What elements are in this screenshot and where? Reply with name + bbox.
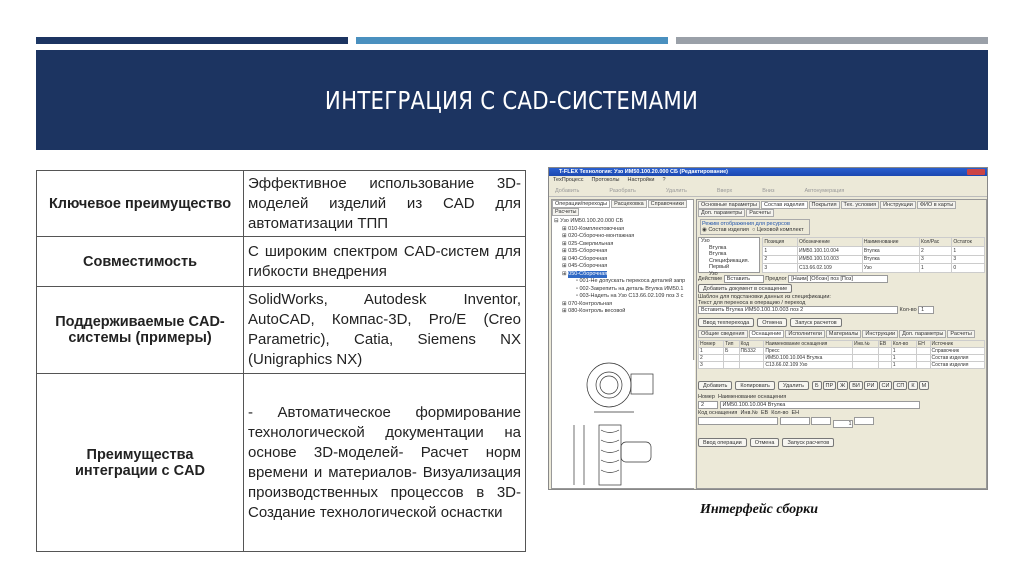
tflex-screenshot: [548, 167, 988, 490]
table-row[interactable]: [763, 255, 985, 264]
menu-item[interactable]: Настройки: [627, 177, 655, 183]
tree-label: 020-Сборочно-монтажная: [568, 233, 635, 239]
tab[interactable]: Инструкции: [862, 330, 898, 338]
column-header: Номер: [699, 341, 724, 348]
figure-caption: Интерфейс сборки: [700, 502, 819, 517]
tree-label: Втулка: [709, 244, 727, 251]
table-cell: ПБ332: [739, 348, 764, 355]
equipment-grid: [698, 340, 985, 369]
tree-label: 035-Сборочная: [568, 248, 608, 254]
tree-item[interactable]: ▫ 001-Не допускать перекоса деталей запр: [576, 278, 686, 284]
table-row[interactable]: [699, 348, 985, 355]
code-button[interactable]: К: [908, 381, 917, 390]
en-input[interactable]: [854, 417, 874, 425]
row-key: Совместимость: [37, 237, 244, 287]
code-button[interactable]: ПР: [823, 381, 837, 390]
equipment-button[interactable]: Добавить: [698, 381, 732, 390]
drawing-icon: [554, 360, 695, 488]
table-cell: ИМ50.100.10.004: [797, 246, 862, 255]
column-header: Инв.№: [852, 341, 878, 348]
column-header: Наименование оснащения: [764, 341, 853, 348]
column-header: Наименование: [862, 238, 919, 247]
table-row: [37, 237, 526, 287]
inv-input[interactable]: [780, 417, 810, 425]
action-button[interactable]: Отмена: [750, 438, 780, 447]
buttons-row-1: [698, 318, 985, 327]
window-controls-icon: [967, 169, 985, 175]
tree-label: 080-Контроль весовой: [568, 308, 626, 314]
table-row[interactable]: [699, 362, 985, 369]
table-cell: ИМ50.100.10.004 Втулка: [764, 355, 853, 362]
radio-label: Цеховой комплект: [756, 227, 804, 233]
tab[interactable]: Исполнители: [785, 330, 825, 338]
qty-label: Кол-во: [899, 307, 917, 313]
tree-item[interactable]: ⊞ 035-Сборочная: [562, 248, 608, 254]
table-cell: 2: [763, 255, 798, 264]
column-header: ЕН: [916, 341, 930, 348]
composition-tree: [698, 237, 760, 277]
parameters-panel: [696, 199, 987, 489]
cnt-label: Кол-во: [771, 410, 789, 416]
tree-label: 045-Сборочная: [568, 263, 608, 269]
tab[interactable]: Расчеты: [552, 208, 579, 216]
menu-item[interactable]: ТехПроцесс: [553, 177, 584, 183]
table-cell: [916, 348, 930, 355]
header-row: [763, 238, 985, 247]
toolbar-button[interactable]: Вверх: [716, 188, 733, 194]
template-label: Шаблон для подстановки данных из спецификации:: [698, 294, 831, 300]
tree-item[interactable]: [699, 258, 759, 271]
action-button[interactable]: Ввод техперехода: [698, 318, 754, 327]
table-cell: [852, 348, 878, 355]
code-button[interactable]: СИ: [879, 381, 893, 390]
code-button[interactable]: РИ: [864, 381, 878, 390]
table-cell: 1: [699, 348, 724, 355]
tree-item[interactable]: ⊞ 070-Контрольная: [562, 300, 613, 307]
mode-radio[interactable]: ○ Цеховой комплект: [750, 227, 804, 233]
table-cell: 3: [699, 362, 724, 369]
table-cell: 1: [891, 355, 916, 362]
accent-bar-gray: [676, 37, 988, 44]
tree-label: 070-Контрольная: [568, 300, 613, 307]
tree-label: 040-Сборочная: [568, 255, 608, 262]
mode-group: [700, 219, 810, 235]
tree-item[interactable]: ⊞ 050-Сборочная: [562, 270, 608, 277]
column-header: ЕВ: [878, 341, 891, 348]
add-document-button[interactable]: Добавить документ в оснащение: [698, 284, 792, 293]
table-cell: [852, 355, 878, 362]
tree-label: 001-Не допускать перекоса деталей запр: [579, 278, 686, 284]
tab[interactable]: Расчеты: [947, 330, 974, 338]
table-cell: [724, 362, 739, 369]
toolbar-button[interactable]: Разобрать: [609, 188, 636, 194]
table-cell: Пресс: [764, 348, 853, 355]
table-cell: 3: [919, 255, 951, 264]
table-cell: [878, 362, 891, 369]
table-row[interactable]: [763, 264, 985, 273]
table-cell: ИМ50.100.10.003: [797, 255, 862, 264]
operations-tree: [552, 216, 693, 318]
code-button[interactable]: ВИ: [849, 381, 863, 390]
en-label: ЕН: [791, 410, 800, 416]
column-header: Тип: [724, 341, 739, 348]
row-key: Поддерживаемые CAD-системы (примеры): [37, 287, 244, 374]
column-header: Кол/Рас: [919, 238, 951, 247]
table-cell: С13.66.02.109: [797, 264, 862, 273]
tree-item[interactable]: ⊞ 020-Сборочно-монтажная: [562, 233, 635, 239]
tree-item[interactable]: ⊞ 025-Сверлильная: [562, 240, 614, 247]
tab[interactable]: Доп. параметры: [698, 209, 745, 217]
table-row: [37, 374, 526, 552]
tree-label: Втулка: [709, 251, 727, 257]
text-label: Текст для переноса в операцию / переход: [698, 300, 806, 306]
table-cell: [878, 348, 891, 355]
code-button[interactable]: СП: [893, 381, 907, 390]
equipment-button[interactable]: Удалить: [778, 381, 809, 390]
inv-label: Инв.№: [740, 410, 758, 416]
tree-item[interactable]: ⊞ 040-Сборочная: [562, 255, 608, 262]
tree-label: Узо ИМ50.100.20.000 СБ: [560, 218, 624, 224]
num-input[interactable]: 2: [698, 401, 718, 409]
composition-area: [698, 237, 985, 277]
tab[interactable]: Основные параметры: [698, 201, 760, 209]
column-header: Остаток: [952, 238, 985, 247]
window-title: T-FLEX Технология: Узо ИМ50.100.20.000 СБ (Редактирование): [559, 169, 728, 175]
tree-label: 010-Комплектовочная: [568, 225, 625, 232]
row-key: Ключевое преимущество: [37, 171, 244, 237]
tab[interactable]: Материалы: [826, 330, 861, 338]
action-button[interactable]: Отмена: [757, 318, 787, 327]
operations-panel: [551, 199, 694, 489]
row-value: SolidWorks, Autodesk Inventor, AutoCAD, Компас-3D, Pro/E (Creo Parametric), Catia, Siemens NX (Unigraphics NX): [244, 287, 526, 374]
row-value: Эффективное использование 3D-моделей изделий из CAD для автоматизации ТПП: [244, 171, 526, 237]
table-cell: [916, 362, 930, 369]
code-button[interactable]: Ж: [837, 381, 848, 390]
tab[interactable]: Тех. условия: [841, 201, 880, 209]
action-button[interactable]: Ввод операции: [698, 438, 747, 447]
tab[interactable]: Оснащение: [749, 330, 785, 338]
table-row[interactable]: [763, 246, 985, 255]
right-tabs: [698, 201, 985, 217]
table-cell: 0: [952, 264, 985, 273]
toolbar-button[interactable]: Автонумерация: [804, 188, 845, 194]
table-cell: Узо: [862, 264, 919, 273]
equipment-button[interactable]: Копировать: [735, 381, 775, 390]
table-cell: 3: [763, 264, 798, 273]
cnt-input[interactable]: 1: [833, 420, 853, 428]
table-cell: 1: [891, 362, 916, 369]
action-row: [698, 275, 985, 294]
tab[interactable]: Расчеты: [746, 209, 773, 217]
table-cell: 2: [919, 246, 951, 255]
ev-label: ЕВ: [760, 410, 769, 416]
tab[interactable]: Состав изделия: [761, 201, 808, 209]
table-row: [37, 171, 526, 237]
tree-label: 003-Надеть на Узо С13.66.02.109 поз 3 с: [579, 293, 684, 299]
table-cell: 1: [891, 348, 916, 355]
table-cell: [916, 355, 930, 362]
action-select[interactable]: Вставить: [724, 275, 764, 283]
header-row: [699, 341, 985, 348]
column-header: Код: [739, 341, 764, 348]
ev-input[interactable]: [811, 417, 831, 425]
table-cell: [724, 355, 739, 362]
slide-title: ИНТЕГРАЦИЯ С CAD-СИСТЕМАМИ: [325, 85, 699, 115]
tree-label: Спецификация. Первый: [709, 257, 750, 270]
tab[interactable]: Операции/переходы: [552, 200, 610, 208]
tree-label: 002-Закрепить на деталь Втулка ИМ50.1: [579, 285, 684, 292]
comparison-table: [36, 170, 526, 552]
table-cell: 1: [952, 246, 985, 255]
text-input[interactable]: Вставить Втулка ИМ50.100.10.003 поз 2: [698, 306, 898, 314]
tab[interactable]: Справочники: [648, 200, 687, 208]
toolbar-button[interactable]: Вниз: [762, 188, 775, 194]
column-header: Обозначение: [797, 238, 862, 247]
table-cell: [852, 362, 878, 369]
mode-label: Режим отображения для ресурсов: [702, 221, 790, 227]
tree-label: Узо: [701, 238, 710, 244]
action-label: Действие: [698, 276, 723, 282]
left-tabs: [552, 200, 693, 216]
tree-item[interactable]: ⊞ 010-Комплектовочная: [562, 225, 625, 232]
toolbar-button[interactable]: Добавить: [555, 188, 580, 194]
row-value: - Автоматическое формирование технологической документации на основе 3D-моделей- Расчет норм времени и материалов- Визуализация производственных процессов в 3D- Создание технологической оснастки: [244, 374, 526, 552]
table-cell: 2: [699, 355, 724, 362]
qty-input[interactable]: 1: [918, 306, 934, 314]
tree-item[interactable]: ⊞ 045-Сборочная: [562, 263, 608, 269]
tab[interactable]: Инструкции: [880, 201, 916, 209]
name-label: Наименование оснащения: [718, 394, 787, 400]
tree-item[interactable]: ▫ 002-Закрепить на деталь Втулка ИМ50.1: [576, 285, 684, 292]
composition-grid: [762, 237, 985, 273]
table-cell: [878, 355, 891, 362]
tree-item[interactable]: ⊟ Узо ИМ50.100.20.000 СБ: [554, 218, 624, 224]
num-label: Номер: [698, 394, 715, 400]
table-cell: Б: [724, 348, 739, 355]
mode-radio[interactable]: ◉ Состав изделия: [702, 227, 749, 233]
menu-bar: [549, 176, 987, 185]
buttons-row-2: [698, 438, 985, 447]
tree-label: 050-Сборочная: [568, 270, 608, 277]
accent-bar-dark: [36, 37, 348, 44]
equipment-buttons: [698, 381, 985, 390]
tree-label: Узо: [709, 270, 718, 277]
table-cell: 1: [919, 264, 951, 273]
text-row: [698, 306, 985, 315]
toolbar: [549, 185, 987, 197]
assembly-drawing: [554, 360, 695, 488]
template-select[interactable]: [Наим] [Обозн] поз [Поз]: [788, 275, 888, 283]
column-header: Кол-во: [891, 341, 916, 348]
row-key: Преимущества интеграции с CAD: [37, 374, 244, 552]
name-input[interactable]: ИМ50.100.10.004 Втулка: [720, 401, 920, 409]
menu-item[interactable]: ?: [662, 177, 666, 183]
row-value: С широким спектром CAD-систем для гибкости внедрения: [244, 237, 526, 287]
tab[interactable]: Расцеховка: [611, 200, 647, 208]
action-button[interactable]: Запуск расчетов: [782, 438, 834, 447]
table-cell: [739, 355, 764, 362]
table-row: [37, 287, 526, 374]
table-cell: Втулка: [862, 246, 919, 255]
table-cell: Втулка: [862, 255, 919, 264]
menu-item[interactable]: Протоколы: [591, 177, 620, 183]
tab[interactable]: Общие сведения: [698, 330, 748, 338]
code-input[interactable]: [698, 417, 778, 425]
table-cell: 3: [952, 255, 985, 264]
tab[interactable]: Доп. параметры: [899, 330, 946, 338]
table-row[interactable]: [699, 355, 985, 362]
accent-bar-blue: [356, 37, 668, 44]
table-cell: С13.66.02.109 Узо: [764, 362, 853, 369]
table-cell: [739, 362, 764, 369]
code-button[interactable]: М: [919, 381, 930, 390]
radio-label: Состав изделия: [708, 227, 749, 233]
tree-label: 025-Сверлильная: [568, 240, 614, 247]
code-button[interactable]: Б: [812, 381, 822, 390]
table-cell: 1: [763, 246, 798, 255]
lower-tabs: [698, 330, 985, 338]
tab[interactable]: Покрытия: [809, 201, 840, 209]
window-titlebar: [549, 168, 987, 176]
table-cell: Справочник: [930, 348, 984, 355]
prep-label: Предлог: [765, 276, 787, 282]
tree-item[interactable]: ⊞ 080-Контроль весовой: [562, 308, 626, 314]
tree-item[interactable]: ▫ 003-Надеть на Узо С13.66.02.109 поз 3 с: [576, 293, 684, 299]
toolbar-button[interactable]: Удалить: [665, 188, 687, 194]
column-header: Источник: [930, 341, 984, 348]
code-label: Код оснащения: [698, 410, 738, 416]
title-banner: [36, 50, 988, 150]
table-cell: Состав изделия: [930, 362, 984, 369]
column-header: Позиция: [763, 238, 798, 247]
action-button[interactable]: Запуск расчетов: [790, 318, 842, 327]
equipment-form: [698, 393, 985, 428]
table-cell: Состав изделия: [930, 355, 984, 362]
tab[interactable]: ФИО в карты: [917, 201, 956, 209]
